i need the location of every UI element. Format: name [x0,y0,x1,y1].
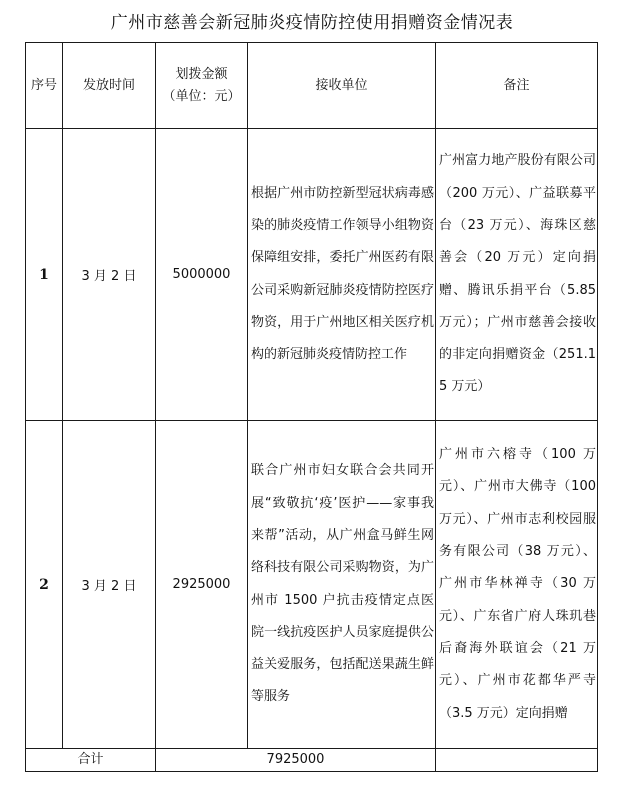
header-recipient: 接收单位 [248,43,436,129]
header-amount-line1: 划拨金额 [175,66,228,82]
header-remarks: 备注 [436,43,598,129]
donation-table [25,42,598,772]
total-remarks [436,749,598,772]
row-remarks: 广州富力地产股份有限公司（200 万元）、广益联募平台（23 万元）、海珠区慈善会（20 万元）定向捐赠、腾讯乐捐平台（5.85 万元）；广州市慈善会接收的非定向捐赠资金（251.15 万元） [436,129,598,421]
page-title: 广州市慈善会新冠肺炎疫情防控使用捐赠资金情况表 [110,13,514,33]
row-amount: 2925000 [156,421,248,749]
row-seq: 1 [26,129,63,421]
header-row [26,43,598,129]
total-amount: 7925000 [156,749,436,772]
header-date: 发放时间 [63,43,156,129]
row-recipient: 根据广州市防控新型冠状病毒感染的肺炎疫情工作领导小组物资保障组安排，委托广州医药有限公司采购新冠肺炎疫情防控医疗物资，用于广州地区相关医疗机构的新冠肺炎疫情防控工作 [248,129,436,421]
table-row [26,421,598,749]
total-row [26,749,598,772]
row-amount: 5000000 [156,129,248,421]
header-seq: 序号 [26,43,63,129]
row-remarks: 广州市六榕寺（100 万元）、广州市大佛寺（100 万元）、广州市志利校园服务有限公司（38 万元）、广州市华林禅寺（30 万元）、广东省广府人珠玑巷后裔海外联谊会（21 万元）、广州市花都华严寺（3.5 万元）定向捐赠 [436,421,598,749]
row-date: 3 月 2 日 [63,129,156,421]
row-seq: 2 [26,421,63,749]
row-recipient: 联合广州市妇女联合会共同开展“致敬抗‘疫’医护——家事我来帮”活动，从广州盒马鲜生网络科技有限公司采购物资，为广州市 1500 户抗击疫情定点医院一线抗疫医护人员家庭提供公益关爱服务，包括配送果蔬生鲜等服务 [248,421,436,749]
header-amount-line2: （单位：元） [162,88,241,104]
header-amount [156,43,248,129]
row-date: 3 月 2 日 [63,421,156,749]
total-label: 合计 [26,749,156,772]
table-row [26,129,598,421]
